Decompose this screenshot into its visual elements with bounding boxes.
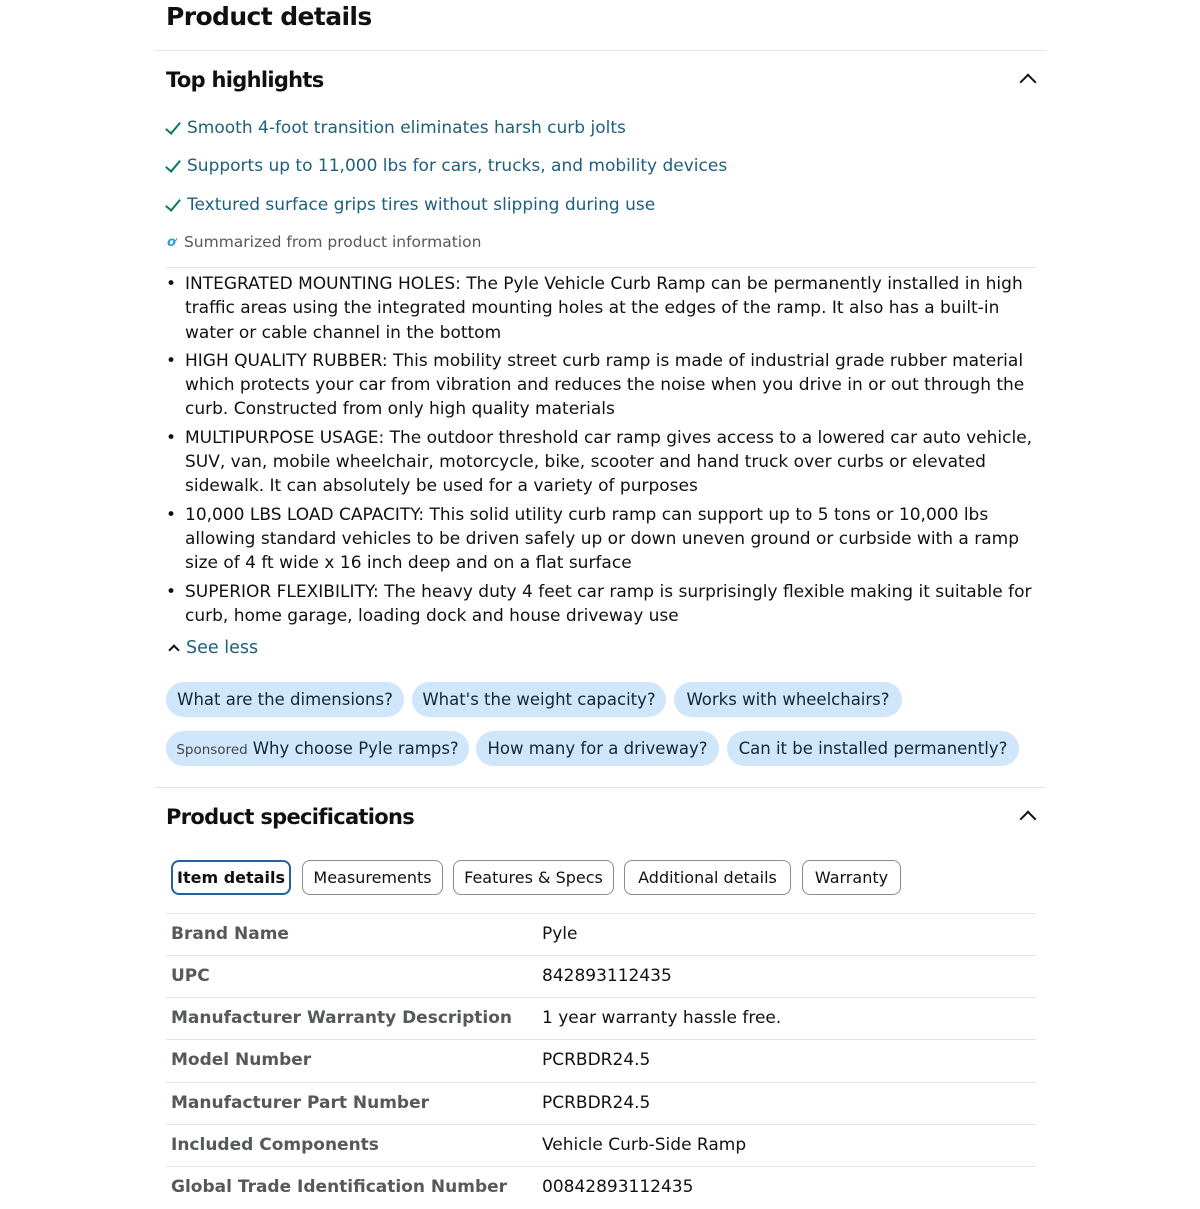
checkmark-icon [165, 118, 181, 135]
tab-features-specs[interactable]: Features & Specs [453, 860, 614, 895]
highlight-item [165, 195, 655, 215]
product-specifications-title: Product specifications [166, 805, 415, 829]
see-less-link[interactable] [167, 638, 258, 658]
spec-key: Model Number [171, 1050, 312, 1070]
sponsored-chip-text: Why choose Pyle ramps? [252, 739, 459, 758]
feature-bullet: • MULTIPURPOSE USAGE: The outdoor threshold car ramp gives access to a lowered car auto vehicle, SUV, van, mobile wheelchair, motorcycle, bike, scooter and hand truck over curbs or elevated sidewalk. It can absolutely be used for a variety of purposes [165, 426, 1035, 499]
question-chip-driveway[interactable]: How many for a driveway? [476, 731, 719, 766]
tab-item-details[interactable]: Item details [171, 860, 291, 895]
checkmark-icon [165, 195, 181, 212]
divider [155, 787, 1046, 788]
collapse-specs-chevron-up-icon[interactable] [1020, 811, 1037, 828]
highlight-text: Smooth 4-foot transition eliminates harsh curb jolts [187, 118, 626, 138]
spec-value: 1 year warranty hassle free. [542, 1008, 782, 1028]
top-highlights-title: Top highlights [166, 68, 324, 92]
sponsored-label: Sponsored [176, 742, 248, 758]
spec-value: PCRBDR24.5 [542, 1093, 651, 1113]
checkmark-icon [165, 156, 181, 173]
feature-bullet-list [165, 272, 1035, 632]
chevron-up-icon [168, 644, 179, 655]
feature-bullet: • SUPERIOR FLEXIBILITY: The heavy duty 4 feet car ramp is surprisingly flexible making it suitable for curb, home garage, loading dock and house driveway use [165, 580, 1035, 629]
highlight-item [165, 118, 626, 138]
feature-bullet: • INTEGRATED MOUNTING HOLES: The Pyle Vehicle Curb Ramp can be permanently installed in high traffic areas using the integrated mounting holes at the edges of the ramp. It also has a built-in water or cable channel in the bottom [165, 272, 1035, 345]
spec-key: Brand Name [171, 924, 289, 944]
highlight-item [165, 156, 727, 176]
highlight-text: Supports up to 11,000 lbs for cars, trucks, and mobility devices [187, 156, 728, 176]
table-row [166, 1039, 1036, 1082]
question-chip-install-permanently[interactable]: Can it be installed permanently? [727, 731, 1019, 766]
feature-bullet: • HIGH QUALITY RUBBER: This mobility street curb ramp is made of industrial grade rubber material which protects your car from vibration and reduces the noise when you drive in or out through the curb. Constructed from only high quality materials [165, 349, 1035, 422]
spec-key: Included Components [171, 1135, 379, 1155]
spec-value: 00842893112435 [542, 1177, 694, 1197]
spec-value: 842893112435 [542, 966, 672, 986]
spec-key: Manufacturer Part Number [171, 1093, 430, 1113]
see-less-label: See less [186, 638, 259, 658]
ai-sparkle-icon: ơ [167, 234, 176, 250]
table-row [166, 955, 1036, 998]
tab-measurements[interactable]: Measurements [302, 860, 443, 895]
summary-note [167, 233, 481, 251]
spec-key: UPC [171, 966, 210, 986]
question-chip-dimensions[interactable]: What are the dimensions? [166, 682, 404, 717]
table-row [166, 913, 1036, 956]
table-row [166, 1082, 1036, 1125]
spec-key: Global Trade Identification Number [171, 1177, 508, 1197]
tab-warranty[interactable]: Warranty [802, 860, 901, 895]
divider [155, 50, 1046, 51]
sponsored-question-chip[interactable] [166, 731, 469, 766]
table-row [166, 1124, 1036, 1167]
spec-key: Manufacturer Warranty Description [171, 1008, 513, 1028]
highlight-text: Textured surface grips tires without slipping during use [187, 195, 656, 215]
spec-value: PCRBDR24.5 [542, 1050, 651, 1070]
table-row [166, 1166, 1036, 1209]
spec-value: Vehicle Curb-Side Ramp [542, 1135, 747, 1155]
spec-value: Pyle [542, 924, 578, 944]
question-chip-wheelchairs[interactable]: Works with wheelchairs? [674, 682, 902, 717]
tab-additional-details[interactable]: Additional details [624, 860, 791, 895]
divider [166, 267, 1036, 268]
collapse-highlights-chevron-up-icon[interactable] [1020, 74, 1037, 91]
question-chip-weight-capacity[interactable]: What's the weight capacity? [412, 682, 666, 717]
summary-note-text: Summarized from product information [183, 233, 482, 251]
feature-bullet: • 10,000 LBS LOAD CAPACITY: This solid utility curb ramp can support up to 5 tons or 10,000 lbs allowing standard vehicles to be driven safely up or down uneven ground or curbside with a ramp size of 4 ft wide x 16 inch deep and on a flat surface [165, 503, 1035, 576]
table-row [166, 997, 1036, 1040]
page-title: Product details [166, 2, 372, 31]
